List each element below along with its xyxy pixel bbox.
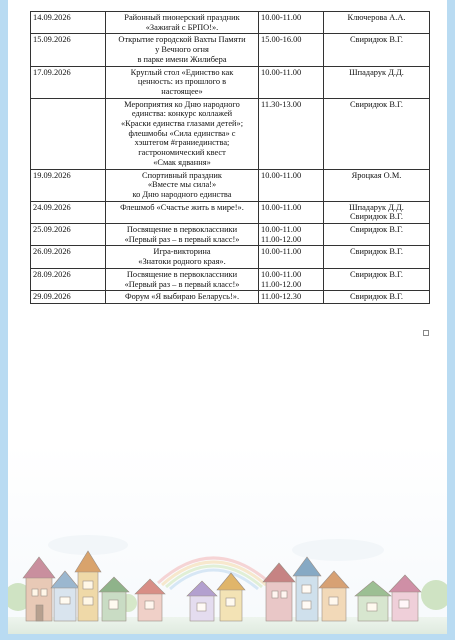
responsible-cell: Свиридюк В.Г. [324,291,430,304]
responsible-cell: Яроцкая О.М. [324,169,430,201]
event-cell: Форум «Я выбираю Беларусь!». [106,291,259,304]
table-row [31,98,430,169]
date-cell: 26.09.2026 [31,246,106,268]
time-cell: 11.30-13.00 [259,98,324,169]
event-cell: Круглый стол «Единство как ценность: из прошлого в настоящее» [106,66,259,98]
date-cell: 28.09.2026 [31,268,106,290]
time-cell: 10.00-11.00 11.00-12.00 [259,224,324,246]
responsible-cell: Шпадарук Д.Д. [324,66,430,98]
table-row [31,201,430,223]
date-cell: 29.09.2026 [31,291,106,304]
town-illustration [8,505,447,634]
date-cell: 15.09.2026 [31,34,106,66]
event-cell: Районный пионерский праздник «Зажигай с БРПО!». [106,12,259,34]
event-cell: Мероприятия ко Дню народного единства: конкурс коллажей «Краски единства глазами детей»; флешмобы «Сила единства» с хэштегом #граниединства; гастрономический квест «Смак ядвання» [106,98,259,169]
table-row [31,268,430,290]
table-row [31,66,430,98]
time-cell: 10.00-11.00 [259,246,324,268]
table-row [31,34,430,66]
responsible-cell: Ключерова А.А. [324,12,430,34]
table-row [31,246,430,268]
event-cell: Посвящение в первоклассники «Первый раз – в первый класс!» [106,224,259,246]
event-cell: Игра-викторина «Знатоки родного края». [106,246,259,268]
date-cell: 19.09.2026 [31,169,106,201]
schedule-table [30,11,430,304]
table-row [31,169,430,201]
date-cell: 17.09.2026 [31,66,106,98]
time-cell: 10.00-11.00 [259,169,324,201]
table-resize-handle[interactable] [423,330,429,336]
time-cell: 15.00-16.00 [259,34,324,66]
event-cell: Флешмоб «Счастье жить в мире!». [106,201,259,223]
table-row [31,12,430,34]
event-cell: Спортивный праздник «Вместе мы сила!» ко Дню народного единства [106,169,259,201]
responsible-cell: Свиридюк В.Г. [324,98,430,169]
time-cell: 10.00-11.00 [259,66,324,98]
responsible-cell: Свиридюк В.Г. [324,246,430,268]
event-cell: Открытие городской Вахты Памяти у Вечного огня в парке имени Жилибера [106,34,259,66]
date-cell [31,98,106,169]
responsible-cell: Шпадарук Д.Д. Свиридюк В.Г. [324,201,430,223]
time-cell: 10.00-11.00 11.00-12.00 [259,268,324,290]
time-cell: 10.00-11.00 [259,12,324,34]
table-row [31,224,430,246]
date-cell: 24.09.2026 [31,201,106,223]
event-cell: Посвящение в первоклассники «Первый раз – в первый класс!» [106,268,259,290]
time-cell: 10.00-11.00 [259,201,324,223]
responsible-cell: Свиридюк В.Г. [324,34,430,66]
responsible-cell: Свиридюк В.Г. [324,268,430,290]
table-row [31,291,430,304]
date-cell: 14.09.2026 [31,12,106,34]
date-cell: 25.09.2026 [31,224,106,246]
responsible-cell: Свиридюк В.Г. [324,224,430,246]
time-cell: 11.00-12.30 [259,291,324,304]
rainbow-icon [158,558,270,589]
